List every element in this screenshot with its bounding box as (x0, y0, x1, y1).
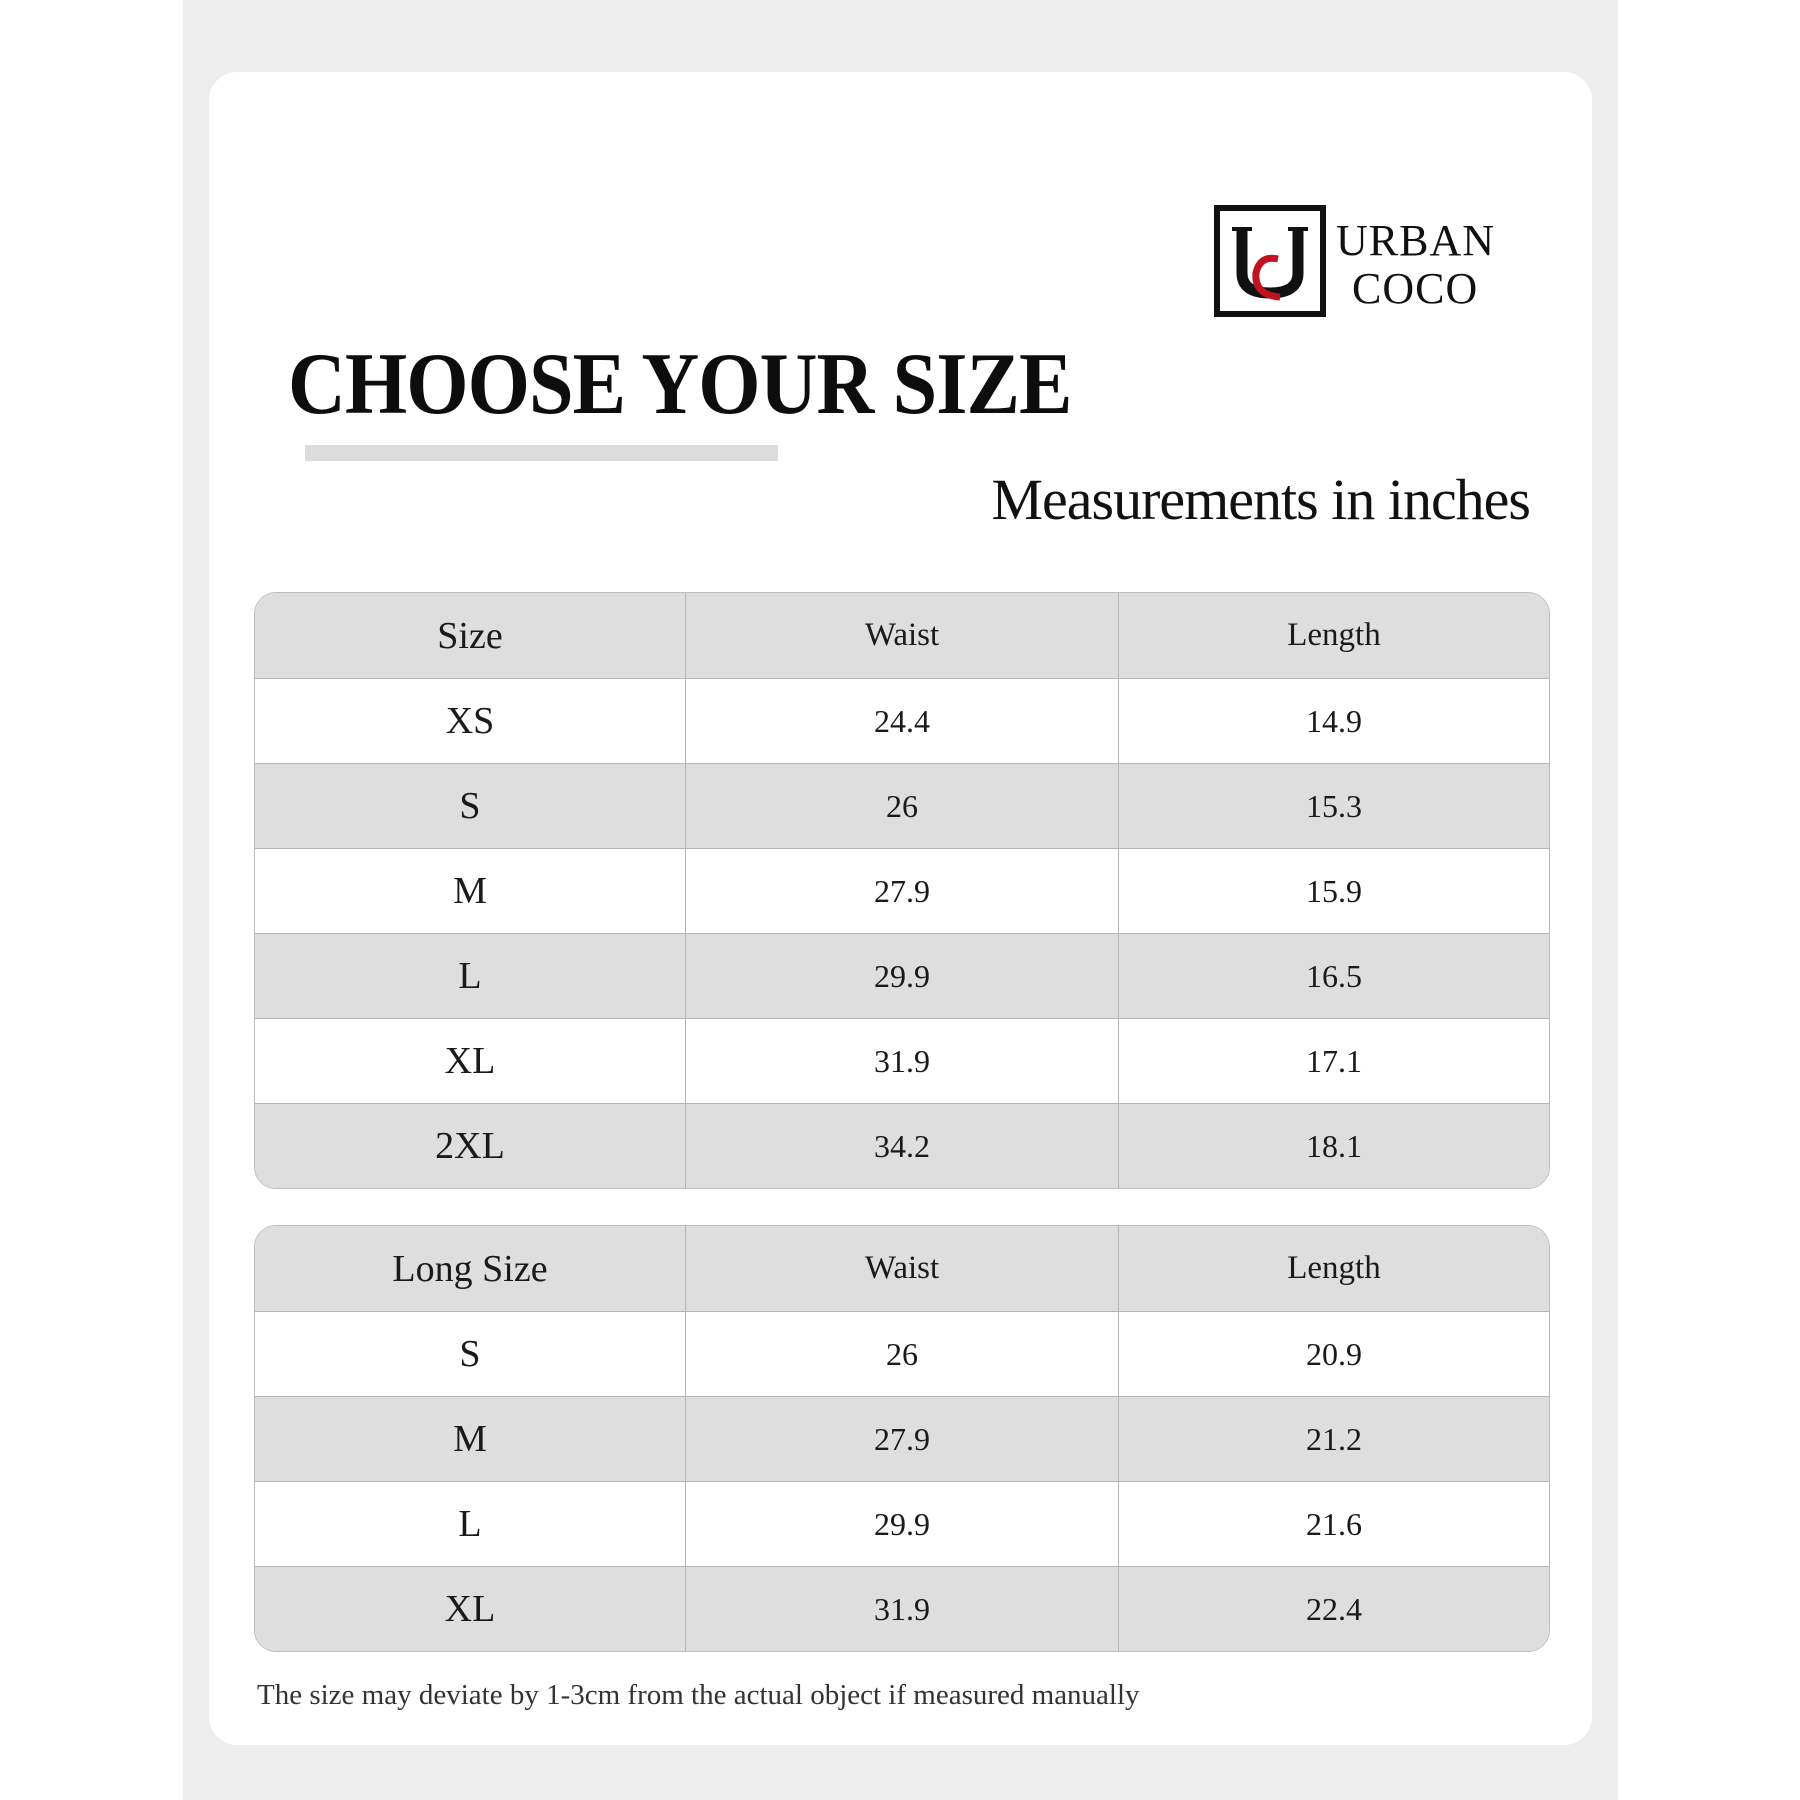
table-row (255, 1396, 1549, 1481)
regular-size-table (254, 592, 1550, 1189)
header-size: Size (437, 614, 503, 657)
size-cell: 2XL (435, 1125, 505, 1167)
size-cell: L (458, 1503, 482, 1545)
waist-cell: 31.9 (685, 1019, 1118, 1103)
length-cell: 22.4 (1118, 1567, 1549, 1651)
length-cell: 20.9 (1118, 1312, 1549, 1396)
brand-monogram-icon (1214, 205, 1326, 317)
table-row (255, 1311, 1549, 1396)
header-long-size: Long Size (392, 1247, 548, 1290)
brand-logo (1214, 205, 1514, 317)
waist-cell: 29.9 (685, 934, 1118, 1018)
waist-cell: 27.9 (685, 1397, 1118, 1481)
length-cell: 14.9 (1118, 679, 1549, 763)
length-cell: 15.9 (1118, 849, 1549, 933)
title-underline (305, 445, 778, 461)
brand-name-line1: URBAN (1336, 216, 1496, 265)
uc-monogram-icon (1220, 211, 1320, 311)
size-cell: XS (445, 700, 495, 742)
length-cell: 18.1 (1118, 1104, 1549, 1188)
header-length: Length (1118, 1226, 1549, 1311)
waist-cell: 29.9 (685, 1482, 1118, 1566)
table-row (255, 848, 1549, 933)
table-row (255, 1018, 1549, 1103)
table-row (255, 763, 1549, 848)
size-cell: XL (444, 1040, 496, 1082)
length-cell: 21.6 (1118, 1482, 1549, 1566)
waist-cell: 34.2 (685, 1104, 1118, 1188)
header-waist: Waist (685, 593, 1118, 678)
table-header-row (255, 593, 1549, 678)
table-header-row (255, 1226, 1549, 1311)
size-deviation-note: The size may deviate by 1-3cm from the actual object if measured manually (257, 1679, 1140, 1711)
size-cell: S (459, 1333, 481, 1375)
length-cell: 16.5 (1118, 934, 1549, 1018)
page-title: CHOOSE YOUR SIZE (288, 336, 1072, 433)
header-length: Length (1118, 593, 1549, 678)
table-row (255, 678, 1549, 763)
waist-cell: 24.4 (685, 679, 1118, 763)
size-cell: M (453, 1418, 487, 1460)
length-cell: 17.1 (1118, 1019, 1549, 1103)
waist-cell: 26 (685, 1312, 1118, 1396)
size-cell: L (458, 955, 482, 997)
length-cell: 21.2 (1118, 1397, 1549, 1481)
waist-cell: 26 (685, 764, 1118, 848)
units-note: Measurements in inches (991, 467, 1530, 532)
waist-cell: 27.9 (685, 849, 1118, 933)
waist-cell: 31.9 (685, 1567, 1118, 1651)
header-waist: Waist (685, 1226, 1118, 1311)
size-cell: S (459, 785, 481, 827)
length-cell: 15.3 (1118, 764, 1549, 848)
table-row (255, 933, 1549, 1018)
size-cell: XL (444, 1588, 496, 1630)
brand-name-line2: COCO (1352, 264, 1479, 313)
size-cell: M (453, 870, 487, 912)
table-row (255, 1566, 1549, 1651)
table-row (255, 1103, 1549, 1188)
table-row (255, 1481, 1549, 1566)
brand-name (1336, 217, 1516, 313)
long-size-table (254, 1225, 1550, 1652)
